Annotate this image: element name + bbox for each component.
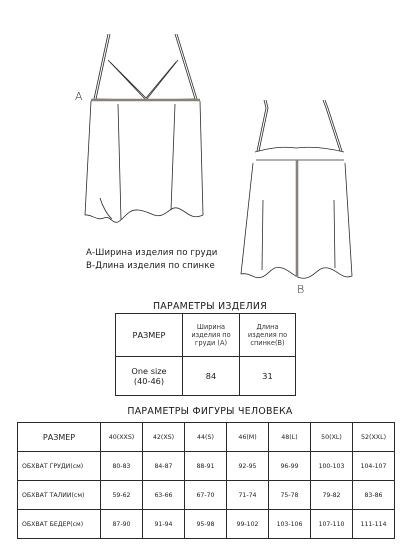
table-cell: 80-83 — [101, 452, 143, 481]
table-row — [116, 357, 296, 396]
table-cell: 104-107 — [353, 452, 395, 481]
header-size: РАЗМЕР — [116, 314, 183, 357]
table-cell: 100-103 — [311, 452, 353, 481]
table-cell: 71-74 — [227, 481, 269, 510]
table-row — [18, 510, 395, 539]
body-params-title: ПАРАМЕТРЫ ФИГУРЫ ЧЕЛОВЕКА — [127, 406, 293, 417]
table-cell: 99-102 — [227, 510, 269, 539]
header-length-line: спинке(В) — [250, 339, 285, 348]
header-width — [183, 314, 240, 357]
product-params-title: ПАРАМЕТРЫ ИЗДЕЛИЯ — [152, 301, 268, 312]
legend-line-a: А-Ширина изделия по груди — [86, 248, 218, 258]
table-cell: 79-82 — [311, 481, 353, 510]
header-length-line: изделия по — [247, 330, 288, 339]
table-cell: 83-86 — [353, 481, 395, 510]
header-width-line: Ширина — [196, 322, 226, 331]
measurement-legend — [86, 247, 217, 273]
table-row — [116, 314, 296, 357]
table-row — [18, 452, 395, 481]
header-label: РАЗМЕР — [18, 423, 101, 452]
row-label: ОБХВАТ ГРУДИ(см) — [18, 452, 101, 481]
table-cell: 84-87 — [143, 452, 185, 481]
row-length-value: 31 — [240, 357, 296, 396]
measure-a-label: А — [75, 90, 83, 103]
table-cell: 107-110 — [311, 510, 353, 539]
table-row — [18, 423, 395, 452]
table-cell: 88-91 — [185, 452, 227, 481]
size-header: 50(XL) — [311, 423, 353, 452]
body-params-table — [17, 422, 395, 539]
size-header: 40(XXS) — [101, 423, 143, 452]
size-header: 52(XXL) — [353, 423, 395, 452]
size-header: 46(M) — [227, 423, 269, 452]
table-cell: 95-98 — [185, 510, 227, 539]
table-cell: 87-90 — [101, 510, 143, 539]
row-size-line: (40-46) — [133, 376, 165, 386]
table-cell: 59-62 — [101, 481, 143, 510]
table-cell: 91-94 — [143, 510, 185, 539]
row-width-value: 84 — [183, 357, 240, 396]
row-label: ОБХВАТ БЕДЕР(см) — [18, 510, 101, 539]
measure-b-label: В — [297, 283, 305, 296]
size-header: 42(XS) — [143, 423, 185, 452]
table-cell: 75-78 — [269, 481, 311, 510]
header-width-line: изделия по — [191, 330, 231, 339]
row-size-line: One size — [131, 366, 167, 376]
size-header: 44(S) — [185, 423, 227, 452]
table-cell: 103-106 — [269, 510, 311, 539]
header-length — [240, 314, 296, 357]
size-header: 48(L) — [269, 423, 311, 452]
product-params-table — [115, 313, 296, 396]
table-cell: 67-70 — [185, 481, 227, 510]
table-cell: 96-99 — [269, 452, 311, 481]
table-row — [18, 481, 395, 510]
legend-line-b: В-Длина изделия по спинке — [86, 261, 215, 271]
row-label: ОБХВАТ ТАЛИИ(см) — [18, 481, 101, 510]
row-size — [116, 357, 183, 396]
header-width-line: груди (А) — [194, 339, 228, 348]
table-cell: 63-66 — [143, 481, 185, 510]
header-length-line: Длина — [256, 322, 279, 331]
table-cell: 92-95 — [227, 452, 269, 481]
table-cell: 111-114 — [353, 510, 395, 539]
